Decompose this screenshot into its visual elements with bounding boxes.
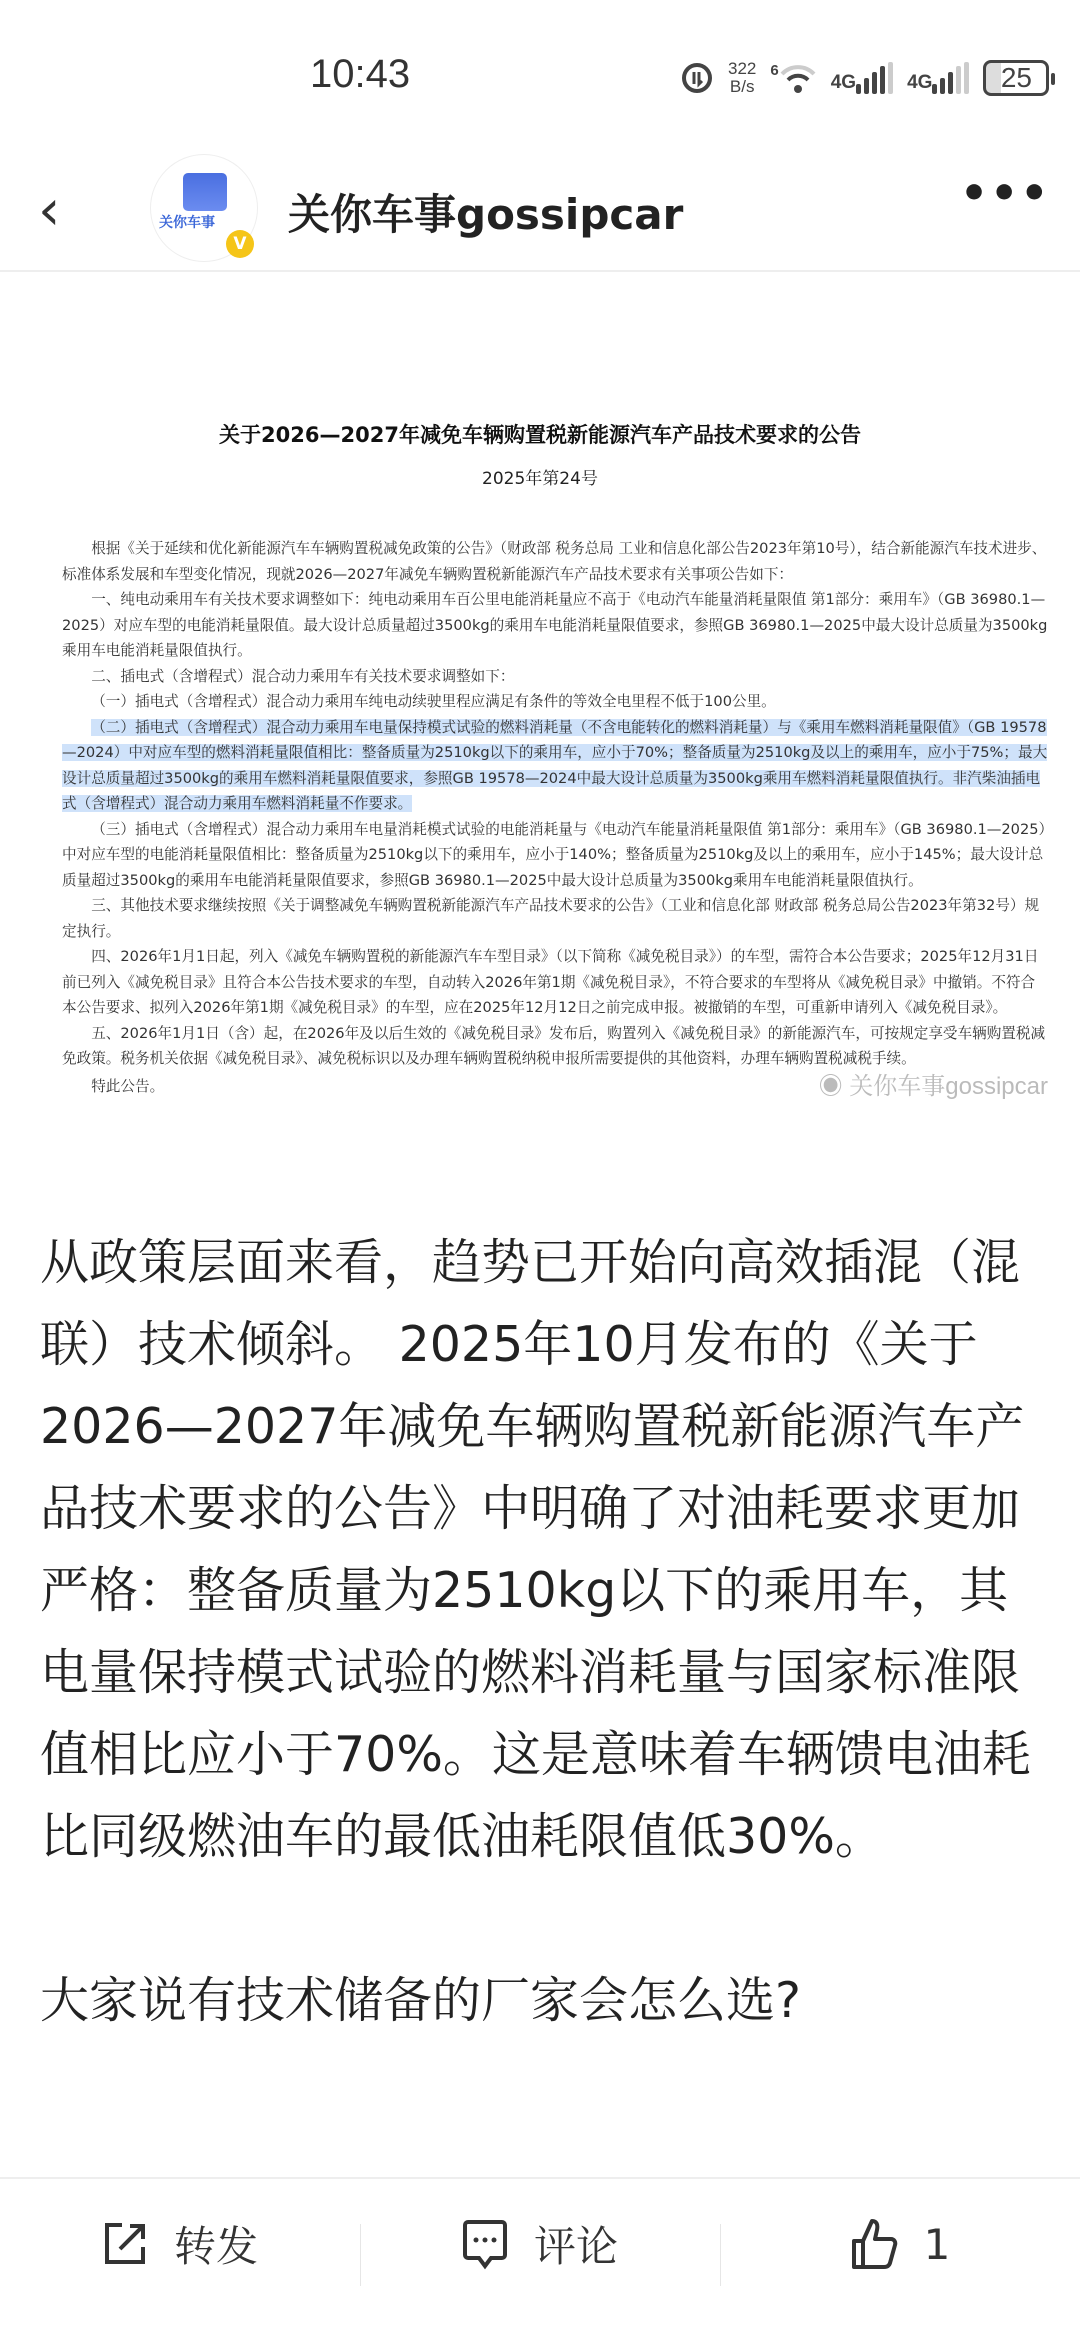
watermark: ◉ 关你车事gossipcar — [818, 1072, 1048, 1100]
doc-paragraph: （三）插电式（含增程式）混合动力乘用车电量消耗模式试验的电能消耗量与《电动汽车能量消耗量限值 第1部分：乘用车》（GB 36980.1—2025）中对应车型的电能消耗量限值相比：整备质量为2510kg以下的乘用车，应小于140%；整备质量为2510kg及以上的乘用车，应小于145%；最大设计总质量超过3500kg的乘用车电能消耗量限值要求，参照GB 36980.1—2025中最大设计总质量为3500kg乘用车电能消耗量限值执行。 — [62, 820, 1046, 889]
doc-paragraph: 四、2026年1月1日起，列入《减免车辆购置税的新能源汽车车型目录》（以下简称《减免税目录》）的车型，需符合本公告要求；2025年12月31日前已列入《减免税目录》且符合本公告技术要求的车型，自动转入2026年第1期《减免税目录》，不符合要求的车型将从《减免税目录》中撤销。不符合本公告要求、拟列入2026年第1期《减免税目录》的车型，应在2025年12月12日之前完成申报。被撤销的车型，可重新申请列入《减免税目录》。 — [62, 948, 1039, 1016]
chevron-left-icon: ‹ — [38, 178, 61, 243]
avatar-logo: 关你车事 — [159, 215, 215, 231]
data-saver-icon — [680, 61, 714, 95]
sim1-signal-icon: 4G — [831, 62, 893, 94]
action-bar — [0, 2177, 1080, 2340]
document-title: 关于2026—2027年减免车辆购置税新能源汽车产品技术要求的公告 — [219, 423, 861, 447]
username[interactable]: 关你车事gossipcar — [288, 190, 684, 239]
post-paragraph: 大家说有技术储备的厂家会怎么选? — [40, 1972, 802, 2029]
network-speed: 322 B/s — [728, 59, 757, 96]
document-image[interactable] — [0, 274, 1080, 1154]
verified-badge: V — [226, 230, 254, 258]
clapperboard-icon — [183, 173, 227, 211]
comment-button[interactable]: 评论 — [360, 2179, 720, 2309]
doc-paragraph: 三、其他技术要求继续按照《关于调整减免车辆购置税新能源汽车产品技术要求的公告》（工业和信息化部 财政部 税务总局公告2023年第32号）规定执行。 — [62, 897, 1040, 940]
doc-paragraph-highlighted: （二）插电式（含增程式）混合动力乘用车电量保持模式试验的燃料消耗量（不含电能转化的燃料消耗量）与《乘用车燃料消耗量限值》（GB 19578—2024）中对应车型的燃料消耗量限值相比：整备质量为2510kg以下的乘用车，应小于70%；整备质量为2510kg及以上的乘用车，应小于75%；最大设计总质量超过3500kg的乘用车燃料消耗量限值要求，参照GB 19578—2024中最大设计总质量为3500kg乘用车燃料消耗量限值执行。非汽柴油插电式（含增程式）混合动力乘用车燃料消耗量不作要求。 — [62, 718, 1048, 812]
repost-button[interactable]: 转发 — [0, 2179, 360, 2309]
back-button[interactable] — [38, 178, 60, 243]
doc-paragraph: 一、纯电动乘用车有关技术要求调整如下：纯电动乘用车百公里电能消耗量应不高于《电动汽车能量消耗量限值 第1部分：乘用车》（GB 36980.1—2025）对应车型的电能消耗量限值。最大设计总质量超过3500kg的乘用车电能消耗量限值要求，参照GB 36980.1—2025中最大设计总质量为3500kg乘用车电能消耗量限值执行。 — [62, 591, 1048, 659]
doc-paragraph: 二、插电式（含增程式）混合动力乘用车有关技术要求调整如下： — [91, 667, 515, 685]
document-number: 2025年第24号 — [482, 469, 598, 489]
weibo-icon: ◉ — [818, 1072, 850, 1100]
share-icon — [102, 2221, 148, 2267]
top-nav — [0, 140, 1080, 272]
clock: 10:43 — [310, 52, 411, 96]
doc-paragraph: 特此公告。 — [91, 1077, 165, 1095]
doc-paragraph: 五、2026年1月1日（含）起，在2026年及以后生效的《减免税目录》发布后，购置列入《减免税目录》的新能源汽车，可按规定享受车辆购置税减免政策。税务机关依据《减免税目录》、减免税标识以及办理车辆购置税纳税申报所需要提供的其他资料，办理车辆购置税减税手续。 — [62, 1024, 1046, 1067]
battery-icon: 25 — [983, 60, 1049, 96]
comment-icon — [462, 2218, 508, 2270]
post-paragraph: 从政策层面来看，趋势已开始向高效插混（混联）技术倾斜。 2025年10月发布的《关于2026—2027年减免车辆购置税新能源汽车产品技术要求的公告》中明确了对油耗要求更加严格：整备质量为2510kg以下的乘用车，其电量保持模式试验的燃料消耗量与国家标准限值相比应小于70%。这是意味着车辆馈电油耗比同级燃油车的最低油耗限值低30%。 — [40, 1234, 1031, 1865]
doc-paragraph: 根据《关于延续和优化新能源汽车车辆购置税减免政策的公告》（财政部 税务总局 工业和信息化部公告2023年第10号），结合新能源汽车技术进步、标准体系发展和车型变化情况，现就2026—2027年减免车辆购置税新能源汽车产品技术要求有关事项公告如下： — [62, 540, 1047, 583]
doc-paragraph: （一）插电式（含增程式）混合动力乘用车纯电动续驶里程应满足有条件的等效全电里程不低于100公里。 — [91, 693, 776, 710]
post-text — [40, 1222, 1050, 2042]
like-button[interactable]: 1 — [720, 2179, 1080, 2309]
wifi-icon: 6 — [770, 62, 816, 94]
document-body — [62, 536, 1048, 1102]
sim2-signal-icon: 4G — [907, 62, 969, 94]
more-options-button[interactable] — [960, 168, 1050, 219]
status-bar — [0, 0, 1080, 140]
thumbs-up-icon — [850, 2217, 898, 2271]
ellipsis-icon: ••• — [960, 168, 1051, 219]
